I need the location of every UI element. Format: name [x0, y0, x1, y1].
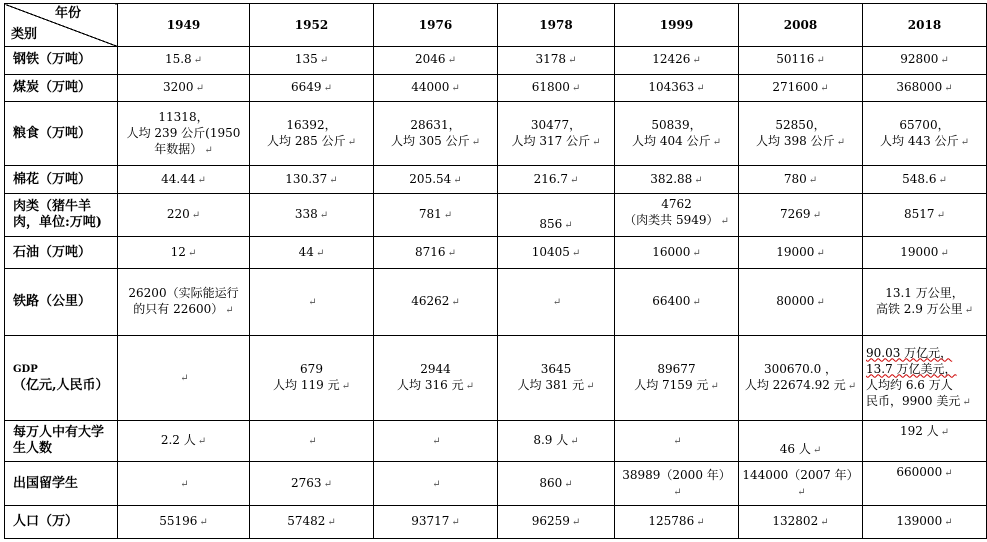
value-cell: [374, 335, 498, 420]
value-text: 13.1 万公里，: [885, 286, 964, 301]
value-cell: [739, 420, 863, 462]
value-cell: [374, 74, 498, 102]
table-row: [5, 420, 987, 462]
category-label-line: GDP: [13, 363, 38, 375]
value-cell: [739, 166, 863, 194]
paragraph-mark-icon: ↵: [720, 215, 729, 227]
paragraph-mark-icon: ↵: [180, 372, 189, 384]
value-cell: [250, 420, 374, 462]
value-cell: [250, 47, 374, 75]
value-text: 人均 119 元 ↵: [273, 377, 350, 392]
value-text: 780 ↵: [783, 171, 818, 186]
paragraph-mark-icon: ↵: [592, 136, 601, 148]
paragraph-mark-icon: ↵: [180, 478, 189, 490]
diagonal-header-cell: [5, 4, 118, 47]
statistics-table: [4, 3, 987, 539]
value-cell: [118, 102, 250, 166]
value-cell: [250, 74, 374, 102]
value-text: 96259 ↵: [531, 514, 581, 529]
value-cell: [374, 47, 498, 75]
paragraph-mark-icon: ↵: [451, 297, 460, 309]
paragraph-mark-icon: ↵: [712, 136, 721, 148]
value-cell: [739, 236, 863, 269]
paragraph-mark-icon: ↵: [453, 174, 462, 186]
value-text: 26200（实际能运行: [128, 286, 239, 301]
value-text: 139000 ↵: [896, 514, 953, 529]
paragraph-mark-icon: ↵: [187, 247, 197, 259]
year-header-1952: 1952: [250, 4, 374, 47]
value-cell: [863, 236, 987, 269]
paragraph-mark-icon: ↵: [812, 209, 821, 221]
value-cell: [118, 506, 250, 539]
value-text: 19000 ↵: [776, 244, 825, 259]
paragraph-mark-icon: ↵: [816, 247, 825, 259]
paragraph-mark-icon: ↵: [940, 247, 949, 259]
paragraph-mark-icon: ↵: [564, 478, 573, 490]
value-cell: [498, 166, 615, 194]
value-cell: [498, 236, 615, 269]
value-text: 人均 381 元 ↵: [517, 377, 595, 392]
value-cell: [118, 74, 250, 102]
value-cell: [250, 102, 374, 166]
value-text: 人均 317 公斤 ↵: [511, 133, 601, 148]
paragraph-mark-icon: ↵: [694, 174, 703, 186]
value-text: 6649 ↵: [291, 79, 332, 94]
header-row: [5, 4, 987, 47]
paragraph-mark-icon: ↵: [836, 136, 845, 148]
value-text: 300670.0 ，: [763, 361, 838, 376]
value-text: 216.7 ↵: [533, 171, 579, 186]
paragraph-mark-icon: ↵: [710, 380, 719, 392]
paragraph-mark-icon: ↵: [936, 209, 945, 221]
paragraph-mark-icon: ↵: [571, 247, 581, 259]
category-cell: [5, 335, 118, 420]
value-text: 28631，: [410, 117, 461, 132]
year-header-1976: 1976: [374, 4, 498, 47]
value-cell: [615, 420, 739, 462]
paragraph-mark-icon: ↵: [673, 435, 682, 447]
value-text: 271600 ↵: [772, 79, 829, 94]
value-cell: [118, 269, 250, 335]
paragraph-mark-icon: ↵: [964, 305, 974, 317]
table-row: [5, 193, 987, 236]
value-cell: [863, 506, 987, 539]
value-cell: [498, 102, 615, 166]
paragraph-mark-icon: ↵: [820, 82, 829, 94]
paragraph-mark-icon: ↵: [571, 517, 581, 529]
value-cell: [374, 420, 498, 462]
paragraph-mark-icon: ↵: [323, 478, 332, 490]
value-text: 7269 ↵: [780, 206, 821, 221]
value-cell: [250, 166, 374, 194]
paragraph-mark-icon: ↵: [552, 297, 562, 309]
value-cell: [615, 236, 739, 269]
paragraph-mark-icon: ↵: [197, 435, 207, 447]
value-cell: [498, 47, 615, 75]
paragraph-mark-icon: ↵: [447, 55, 456, 67]
value-text: 2944: [420, 361, 451, 376]
year-header-2018: 2018: [863, 4, 987, 47]
year-header-label: 年份: [54, 6, 81, 21]
value-text: 90.03 万亿元，: [866, 345, 953, 360]
paragraph-mark-icon: ↵: [940, 426, 950, 438]
paragraph-mark-icon: ↵: [938, 174, 947, 186]
value-cell: [863, 193, 987, 236]
paragraph-mark-icon: ↵: [673, 486, 682, 498]
category-label: 出国留学生: [13, 475, 79, 491]
category-header-label: 类别: [11, 27, 38, 42]
value-cell: [863, 420, 987, 462]
value-text: 46 人 ↵: [779, 442, 822, 457]
table-row: [5, 506, 987, 539]
paragraph-mark-icon: ↵: [820, 517, 829, 529]
category-cell: [5, 193, 118, 236]
value-cell: [250, 269, 374, 335]
paragraph-mark-icon: ↵: [319, 55, 329, 67]
value-cell: [739, 335, 863, 420]
paragraph-mark-icon: ↵: [197, 174, 206, 186]
paragraph-mark-icon: ↵: [443, 209, 453, 221]
paragraph-mark-icon: ↵: [315, 247, 325, 259]
value-cell: [250, 462, 374, 506]
paragraph-mark-icon: ↵: [847, 380, 857, 392]
paragraph-mark-icon: ↵: [341, 380, 350, 392]
value-text: 781 ↵: [418, 206, 453, 221]
value-text: 50839，: [651, 117, 702, 132]
year-header-2008: 2008: [739, 4, 863, 47]
value-cell: [498, 193, 615, 236]
value-text: 2763 ↵: [291, 475, 332, 490]
value-text: 10405 ↵: [531, 244, 581, 259]
value-cell: [739, 269, 863, 335]
paragraph-mark-icon: ↵: [191, 209, 201, 221]
paragraph-mark-icon: ↵: [816, 297, 825, 309]
value-cell: [615, 166, 739, 194]
paragraph-mark-icon: ↵: [308, 297, 317, 309]
value-cell: [250, 193, 374, 236]
value-cell: [118, 166, 250, 194]
value-text: 2.2 人 ↵: [160, 432, 207, 447]
value-cell: [498, 335, 615, 420]
category-label-line: 生人数: [13, 440, 53, 456]
value-cell: [615, 462, 739, 506]
value-text: 3178 ↵: [535, 52, 577, 67]
value-cell: [118, 462, 250, 506]
value-text: 19000 ↵: [900, 244, 949, 259]
value-text: 民币，9900 美元 ↵: [866, 393, 971, 408]
value-cell: [498, 462, 615, 506]
paragraph-mark-icon: ↵: [432, 435, 441, 447]
paragraph-mark-icon: ↵: [568, 55, 577, 67]
value-text: 548.6 ↵: [902, 171, 947, 186]
value-text: 8716 ↵: [415, 244, 456, 259]
value-cell: [739, 47, 863, 75]
paragraph-mark-icon: ↵: [816, 55, 825, 67]
value-cell: [498, 74, 615, 102]
paragraph-mark-icon: ↵: [797, 486, 806, 498]
value-cell: [374, 102, 498, 166]
value-text: 人均 443 公斤 ↵: [880, 133, 969, 148]
value-text: 125786 ↵: [648, 514, 705, 529]
value-cell: [498, 506, 615, 539]
category-cell: [5, 74, 118, 102]
value-text: 382.88 ↵: [650, 171, 703, 186]
value-text: 人均 285 公斤 ↵: [267, 133, 356, 148]
value-text: 55196 ↵: [159, 514, 208, 529]
table-row: [5, 74, 987, 102]
value-cell: [374, 506, 498, 539]
value-text: 3200 ↵: [163, 79, 204, 94]
value-cell: [615, 269, 739, 335]
paragraph-mark-icon: ↵: [696, 82, 705, 94]
value-text: 104363 ↵: [648, 79, 705, 94]
value-cell: [615, 506, 739, 539]
value-text: 人均 239 公斤(1950: [126, 125, 241, 140]
value-cell: [615, 335, 739, 420]
category-label-line: 肉类（猪牛羊: [13, 198, 92, 214]
paragraph-mark-icon: ↵: [451, 82, 460, 94]
category-cell: [5, 47, 118, 75]
paragraph-mark-icon: ↵: [329, 174, 338, 186]
value-cell: [118, 193, 250, 236]
value-cell: [250, 506, 374, 539]
value-text: 16000 ↵: [652, 244, 701, 259]
value-cell: [374, 462, 498, 506]
paragraph-mark-icon: ↵: [447, 247, 456, 259]
value-cell: [863, 102, 987, 166]
value-text: 52850，: [775, 117, 826, 132]
category-label: 煤炭（万吨）: [13, 79, 92, 95]
value-text: 660000 ↵: [896, 465, 953, 480]
value-cell: [615, 74, 739, 102]
value-cell: [118, 335, 250, 420]
value-text: 11318，: [158, 109, 209, 124]
value-cell: [863, 47, 987, 75]
category-cell: [5, 462, 118, 506]
value-text: （肉类共 5949） ↵: [624, 212, 729, 227]
paragraph-mark-icon: ↵: [940, 55, 949, 67]
value-text: 44.44 ↵: [161, 171, 206, 186]
category-label: 粮食（万吨）: [13, 125, 92, 141]
value-text: 89677: [657, 361, 696, 376]
table-row: [5, 269, 987, 335]
value-text: 年数据） ↵: [154, 141, 213, 156]
category-cell: [5, 102, 118, 166]
category-cell: [5, 420, 118, 462]
value-text: 57482 ↵: [287, 514, 336, 529]
value-cell: [118, 236, 250, 269]
category-cell: [5, 236, 118, 269]
paragraph-mark-icon: ↵: [308, 435, 317, 447]
category-label-line: （亿元,人民币）: [13, 377, 109, 393]
paragraph-mark-icon: ↵: [586, 380, 595, 392]
table-row: [5, 166, 987, 194]
year-header-1999: 1999: [615, 4, 739, 47]
value-cell: [739, 506, 863, 539]
value-text: 12 ↵: [170, 244, 197, 259]
paragraph-mark-icon: ↵: [692, 297, 701, 309]
value-cell: [863, 166, 987, 194]
value-text: 368000 ↵: [896, 79, 953, 94]
paragraph-mark-icon: ↵: [195, 82, 204, 94]
paragraph-mark-icon: ↵: [225, 305, 234, 317]
value-cell: [739, 74, 863, 102]
value-text: 16392，: [286, 117, 337, 132]
value-text: 93717 ↵: [411, 514, 460, 529]
paragraph-mark-icon: ↵: [327, 517, 336, 529]
value-cell: [374, 269, 498, 335]
paragraph-mark-icon: ↵: [199, 517, 208, 529]
paragraph-mark-icon: ↵: [465, 380, 474, 392]
value-text: 高铁 2.9 万公里 ↵: [875, 302, 974, 317]
value-text: 205.54 ↵: [409, 171, 462, 186]
value-text: 44 ↵: [298, 244, 325, 259]
value-text: 2046 ↵: [415, 52, 456, 67]
paragraph-mark-icon: ↵: [692, 247, 701, 259]
value-text: 3645: [540, 361, 572, 376]
table-row: [5, 47, 987, 75]
category-label-line: 每万人中有大学: [13, 424, 105, 440]
category-label: 钢铁（万吨）: [13, 52, 92, 68]
value-text: 8.9 人 ↵: [533, 432, 579, 447]
value-cell: [498, 269, 615, 335]
value-cell: [250, 236, 374, 269]
paragraph-mark-icon: ↵: [944, 82, 953, 94]
value-text: 61800 ↵: [531, 79, 581, 94]
category-label-line: 肉，单位:万吨): [13, 214, 102, 230]
value-cell: [498, 420, 615, 462]
value-text: 人均 7159 元 ↵: [634, 377, 719, 392]
value-text: 人均 316 元 ↵: [397, 377, 474, 392]
table-row: [5, 102, 987, 166]
paragraph-mark-icon: ↵: [323, 82, 332, 94]
value-text: 的只有 22600） ↵: [133, 302, 234, 317]
value-text: 13.7 万亿美元，: [866, 361, 957, 376]
value-text: 338 ↵: [294, 206, 329, 221]
paragraph-mark-icon: ↵: [564, 219, 573, 231]
category-label: 石油（万吨）: [13, 244, 92, 260]
value-cell: [374, 166, 498, 194]
value-cell: [615, 193, 739, 236]
value-text: 144000（2007 年）↵: [742, 467, 859, 498]
value-text: 人均约 6.6 万人: [866, 377, 953, 392]
value-cell: [374, 236, 498, 269]
table-row: [5, 462, 987, 506]
paragraph-mark-icon: ↵: [569, 174, 579, 186]
paragraph-mark-icon: ↵: [204, 144, 213, 156]
value-text: 132802 ↵: [772, 514, 829, 529]
value-text: 8517 ↵: [904, 206, 945, 221]
value-text: 38989（2000 年）↵: [622, 467, 731, 498]
value-text: 15.8 ↵: [164, 52, 203, 67]
value-text: 135 ↵: [294, 52, 329, 67]
value-cell: [118, 420, 250, 462]
value-text: 220 ↵: [166, 206, 201, 221]
category-cell: [5, 166, 118, 194]
value-text: 46262 ↵: [411, 294, 460, 309]
paragraph-mark-icon: ↵: [944, 468, 953, 480]
value-text: 66400 ↵: [652, 294, 701, 309]
value-cell: [118, 47, 250, 75]
value-text: 人均 305 公斤 ↵: [391, 133, 480, 148]
value-text: 30477，: [530, 117, 582, 132]
table-row: [5, 335, 987, 420]
paragraph-mark-icon: ↵: [944, 517, 953, 529]
value-text: 192 人 ↵: [899, 423, 950, 438]
paragraph-mark-icon: ↵: [570, 435, 579, 447]
value-cell: [863, 335, 987, 420]
year-header-1949: 1949: [118, 4, 250, 47]
value-text: 人均 398 公斤 ↵: [756, 133, 845, 148]
value-text: 856 ↵: [539, 216, 573, 231]
paragraph-mark-icon: ↵: [812, 445, 822, 457]
value-text: 44000 ↵: [411, 79, 460, 94]
value-cell: [863, 74, 987, 102]
paragraph-mark-icon: ↵: [193, 55, 203, 67]
value-text: 92800 ↵: [900, 52, 949, 67]
value-text: 4762: [661, 196, 692, 211]
value-text: 80000 ↵: [776, 294, 825, 309]
paragraph-mark-icon: ↵: [471, 136, 480, 148]
value-text: 人均 404 公斤 ↵: [632, 133, 721, 148]
category-label: 人口（万）: [13, 514, 79, 530]
value-text: 12426 ↵: [652, 52, 701, 67]
value-cell: [250, 335, 374, 420]
category-cell: [5, 269, 118, 335]
value-cell: [739, 102, 863, 166]
value-text: 860 ↵: [539, 475, 573, 490]
paragraph-mark-icon: ↵: [962, 396, 971, 408]
table-row: [5, 236, 987, 269]
value-cell: [374, 193, 498, 236]
value-text: 130.37 ↵: [285, 171, 338, 186]
category-label: 铁路（公里）: [13, 294, 92, 310]
paragraph-mark-icon: ↵: [696, 517, 705, 529]
paragraph-mark-icon: ↵: [808, 174, 818, 186]
value-cell: [739, 462, 863, 506]
paragraph-mark-icon: ↵: [432, 478, 441, 490]
paragraph-mark-icon: ↵: [451, 517, 460, 529]
paragraph-mark-icon: ↵: [960, 136, 969, 148]
paragraph-mark-icon: ↵: [692, 55, 701, 67]
category-label: 棉花（万吨）: [13, 171, 92, 187]
value-text: 人均 22674.92 元 ↵: [744, 377, 857, 392]
year-header-1978: 1978: [498, 4, 615, 47]
value-text: 65700，: [899, 117, 950, 132]
table-body: [5, 47, 987, 539]
value-cell: [615, 47, 739, 75]
value-text: 50116 ↵: [776, 52, 825, 67]
category-cell: [5, 506, 118, 539]
paragraph-mark-icon: ↵: [319, 209, 329, 221]
paragraph-mark-icon: ↵: [347, 136, 356, 148]
value-text: 679: [300, 361, 323, 376]
value-cell: [863, 462, 987, 506]
value-cell: [615, 102, 739, 166]
value-cell: [863, 269, 987, 335]
value-cell: [739, 193, 863, 236]
paragraph-mark-icon: ↵: [571, 82, 581, 94]
